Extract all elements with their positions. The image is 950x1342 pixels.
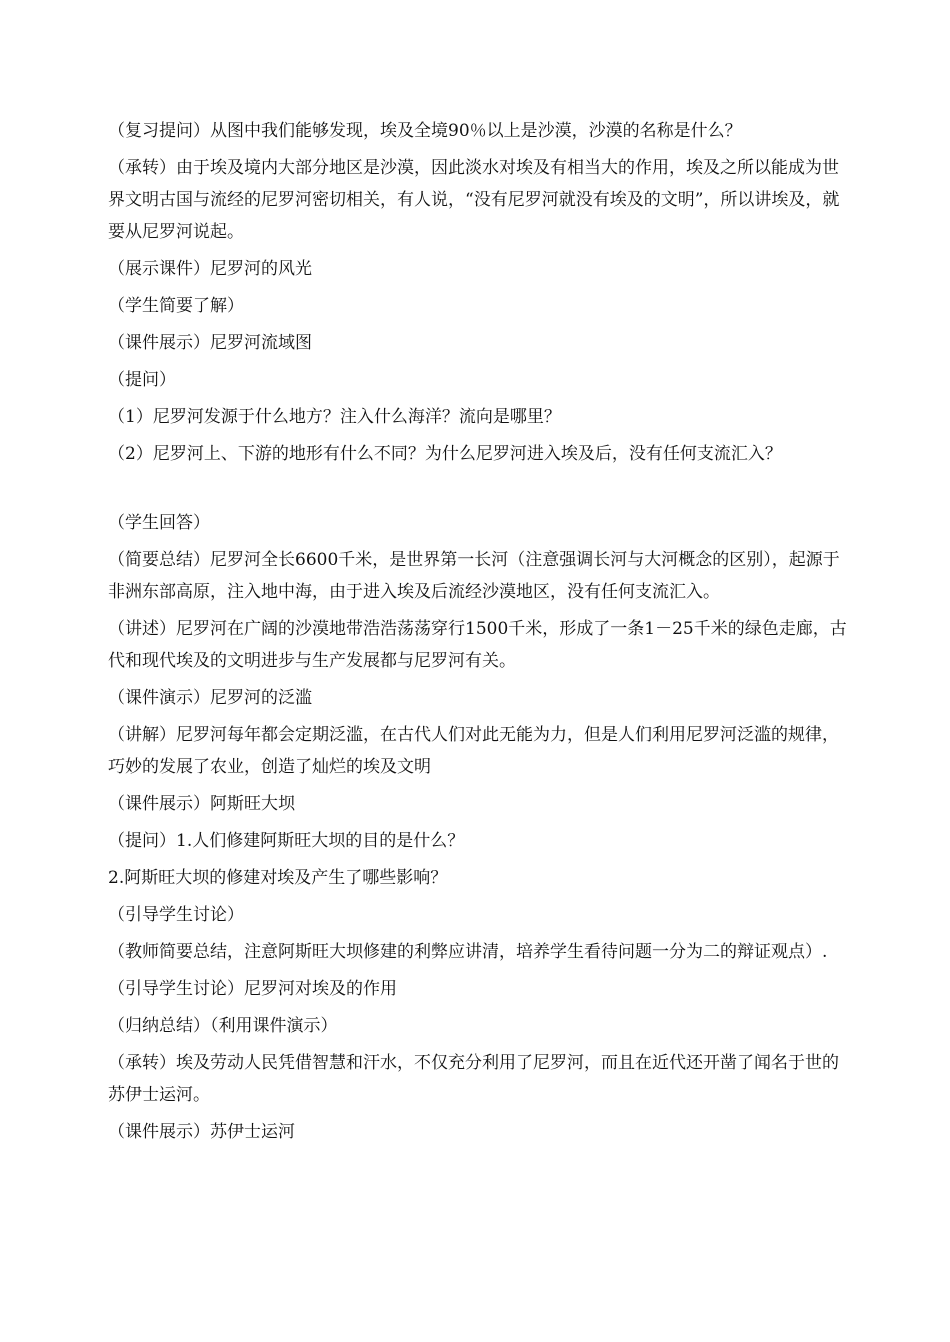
- paragraph-dam-question-1: （提问）1.人们修建阿斯旺大坝的目的是什么？: [108, 831, 465, 851]
- paragraph-question-2: （2）尼罗河上、下游的地形有什么不同？为什么尼罗河进入埃及后，没有任何支流汇入？: [108, 444, 782, 464]
- paragraph-guided-discussion: （引导学生讨论）: [108, 905, 244, 925]
- paragraph-dam-question-2: 2.阿斯旺大坝的修建对埃及产生了哪些影响？: [108, 868, 448, 888]
- paragraph-teacher-summary: （教师简要总结，注意阿斯旺大坝修建的利弊应讲清，培养学生看待问题一分为二的辩证观点）.: [108, 942, 828, 962]
- paragraph-brief-summary: （简要总结）尼罗河全长6600千米，是世界第一长河（注意强调长河与大河概念的区别），起源于非洲东部高原，注入地中海，由于进入埃及后流经沙漠地区，没有任何支流汇入。: [108, 550, 840, 602]
- paragraph-question-heading: （提问）: [108, 370, 176, 390]
- paragraph-suez-canal: （课件展示）苏伊士运河: [108, 1122, 295, 1142]
- paragraph-student-overview: （学生简要了解）: [108, 296, 244, 316]
- paragraph-nile-role-discussion: （引导学生讨论）尼罗河对埃及的作用: [108, 979, 397, 999]
- paragraph-narration: （讲述）尼罗河在广阔的沙漠地带浩浩荡荡穿行1500千米，形成了一条1－25千米的绿色走廊，古代和现代埃及的文明进步与生产发展都与尼罗河有关。: [108, 619, 847, 671]
- document-body: [108, 115, 853, 1153]
- paragraph-conclusion: （归纳总结）（利用课件演示）: [108, 1016, 338, 1036]
- paragraph-student-answer: （学生回答）: [108, 513, 210, 533]
- paragraph-question-1: （1）尼罗河发源于什么地方？注入什么海洋？流向是哪里？: [108, 407, 561, 427]
- paragraph-explanation: （讲解）尼罗河每年都会定期泛滥，在古代人们对此无能为力，但是人们利用尼罗河泛滥的规律，巧妙的发展了农业，创造了灿烂的埃及文明: [108, 725, 839, 777]
- paragraph-suez-transition: （承转）埃及劳动人民凭借智慧和汗水，不仅充分利用了尼罗河，而且在近代还开凿了闻名于世的苏伊士运河。: [108, 1053, 839, 1105]
- paragraph-show-scenery: （展示课件）尼罗河的风光: [108, 259, 312, 279]
- paragraph-flood-demo: （课件演示）尼罗河的泛滥: [108, 688, 312, 708]
- paragraph-aswan-dam: （课件展示）阿斯旺大坝: [108, 794, 295, 814]
- paragraph-review-question: （复习提问）从图中我们能够发现，埃及全境90％以上是沙漠，沙漠的名称是什么？: [108, 121, 742, 141]
- paragraph-transition-nile: （承转）由于埃及境内大部分地区是沙漠，因此淡水对埃及有相当大的作用，埃及之所以能成为世界文明古国与流经的尼罗河密切相关，有人说，“没有尼罗河就没有埃及的文明”，所以讲埃及，就要从尼罗河说起。: [108, 158, 840, 242]
- paragraph-basin-map: （课件展示）尼罗河流域图: [108, 333, 312, 353]
